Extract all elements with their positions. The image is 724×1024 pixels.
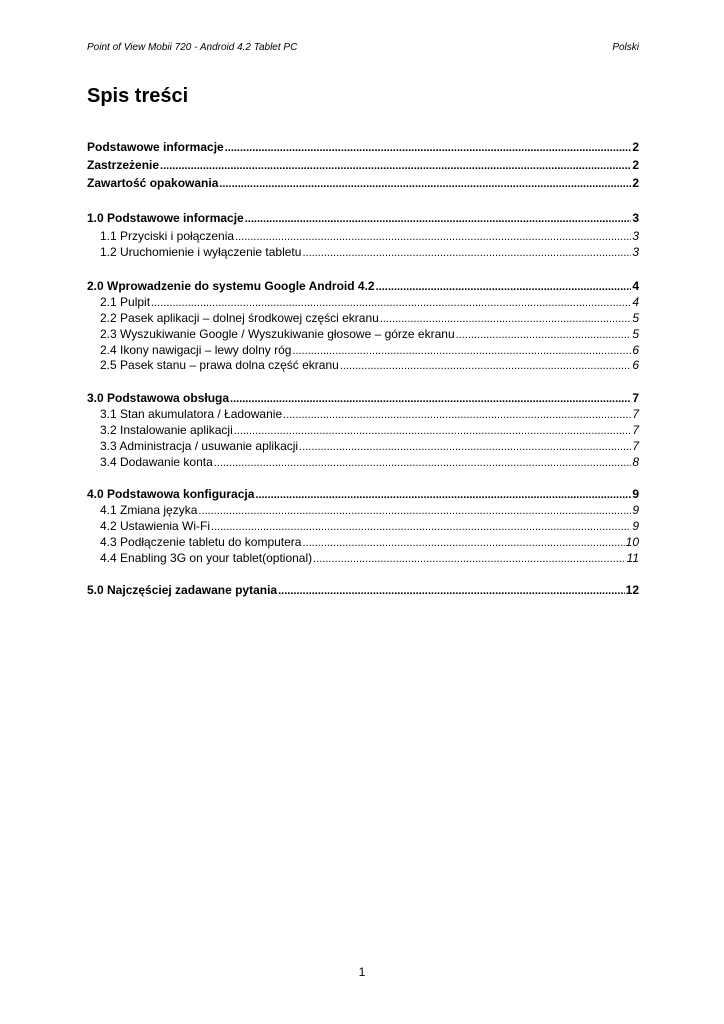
toc-entry-page-number: 2 xyxy=(632,176,639,190)
toc-entry-page-number: 2 xyxy=(632,140,639,154)
toc-subsection-entry[interactable] xyxy=(100,454,639,470)
toc-entry-page-number: 12 xyxy=(625,583,639,597)
toc-subsection-entry[interactable] xyxy=(100,310,639,326)
toc-entry-page-number: 5 xyxy=(632,327,639,341)
toc-entry-page-number: 2 xyxy=(632,158,639,172)
toc-entry-label: Zawartość opakowania xyxy=(87,176,219,190)
toc-entry-label: 2.1 Pulpit xyxy=(100,295,151,309)
toc-dot-leader xyxy=(456,326,632,343)
toc-section-entry[interactable] xyxy=(87,175,639,191)
toc-dot-leader xyxy=(255,486,631,503)
toc-dot-leader xyxy=(278,582,625,599)
toc-entry-label: 2.3 Wyszukiwanie Google / Wyszukiwanie głosowe – górze ekranu xyxy=(100,327,455,341)
page-number: 1 xyxy=(358,965,366,979)
toc-dot-leader xyxy=(299,438,631,455)
toc-dot-leader xyxy=(151,294,631,311)
toc-entry-label: 4.0 Podstawowa konfiguracja xyxy=(87,487,255,501)
toc-entry-label: 4.1 Zmiana języka xyxy=(100,503,198,517)
toc-subsection-entry[interactable] xyxy=(100,294,639,310)
toc-dot-leader xyxy=(219,175,631,192)
toc-dot-leader xyxy=(283,406,631,423)
toc-entry-label: 3.1 Stan akumulatora / Ładowanie xyxy=(100,407,283,421)
toc-entry-label: 3.0 Podstawowa obsługa xyxy=(87,391,230,405)
toc-dot-leader xyxy=(235,228,631,245)
toc-dot-leader xyxy=(225,139,632,156)
toc-subsection-entry[interactable] xyxy=(100,244,639,260)
toc-section-entry[interactable] xyxy=(87,157,639,173)
toc-entry-label: 1.1 Przyciski i połączenia xyxy=(100,229,235,243)
toc-entry-page-number: 11 xyxy=(626,551,639,565)
toc-entry-page-number: 4 xyxy=(632,295,639,309)
toc-subsection-entry[interactable] xyxy=(100,438,639,454)
toc-entry-page-number: 7 xyxy=(632,407,639,421)
toc-entry-page-number: 4 xyxy=(632,279,639,293)
toc-entry-page-number: 7 xyxy=(632,439,639,453)
toc-entry-page-number: 9 xyxy=(632,503,639,517)
toc-entry-page-number: 9 xyxy=(632,487,639,501)
toc-dot-leader xyxy=(198,502,631,519)
toc-entry-page-number: 3 xyxy=(632,245,639,259)
toc-entry-label: Zastrzeżenie xyxy=(87,158,160,172)
toc-subsection-entry[interactable] xyxy=(100,534,639,550)
toc-subsection-entry[interactable] xyxy=(100,326,639,342)
toc-dot-leader xyxy=(380,310,632,327)
toc-dot-leader xyxy=(214,454,632,471)
toc-entry-page-number: 9 xyxy=(632,519,639,533)
toc-entry-page-number: 8 xyxy=(632,455,639,469)
toc-entry-label: 2.0 Wprowadzenie do systemu Google Android 4.2 xyxy=(87,279,375,293)
toc-subsection-entry[interactable] xyxy=(100,550,639,566)
toc-entry-label: 5.0 Najczęściej zadawane pytania xyxy=(87,583,278,597)
toc-entry-label: 3.3 Administracja / usuwanie aplikacji xyxy=(100,439,299,453)
toc-dot-leader xyxy=(340,357,632,374)
toc-section-entry[interactable] xyxy=(87,210,639,226)
header-language: Polski xyxy=(612,42,639,53)
toc-section-entry[interactable] xyxy=(87,486,639,502)
toc-entry-page-number: 3 xyxy=(632,211,639,225)
toc-entry-page-number: 10 xyxy=(625,535,639,549)
toc-dot-leader xyxy=(302,534,624,551)
toc-dot-leader xyxy=(245,210,632,227)
toc-entry-page-number: 6 xyxy=(632,343,639,357)
toc-entry-label: 2.2 Pasek aplikacji – dolnej środkowej części ekranu xyxy=(100,311,379,325)
toc-subsection-entry[interactable] xyxy=(100,228,639,244)
toc-entry-label: 4.2 Ustawienia Wi-Fi xyxy=(100,519,211,533)
toc-dot-leader xyxy=(230,390,631,407)
toc-entry-label: 2.5 Pasek stanu – prawa dolna część ekranu xyxy=(100,358,339,372)
toc-dot-leader xyxy=(211,518,631,535)
toc-dot-leader xyxy=(234,422,632,439)
toc-entry-label: 2.4 Ikony nawigacji – lewy dolny róg xyxy=(100,343,292,357)
toc-entry-label: 1.0 Podstawowe informacje xyxy=(87,211,244,225)
toc-subsection-entry[interactable] xyxy=(100,357,639,373)
toc-dot-leader xyxy=(313,550,625,567)
toc-entry-page-number: 3 xyxy=(632,229,639,243)
page-header xyxy=(87,42,639,56)
toc-entry-label: 1.2 Uruchomienie i wyłączenie tabletu xyxy=(100,245,302,259)
toc-section-entry[interactable] xyxy=(87,278,639,294)
toc-section-entry[interactable] xyxy=(87,582,639,598)
toc-entry-label: 3.2 Instalowanie aplikacji xyxy=(100,423,233,437)
toc-entry-label: 4.3 Podłączenie tabletu do komputera xyxy=(100,535,302,549)
toc-entry-page-number: 6 xyxy=(632,358,639,372)
toc-heading: Spis treści xyxy=(87,85,189,107)
toc-entry-label: 4.4 Enabling 3G on your tablet(optional) xyxy=(100,551,313,565)
toc-entry-page-number: 7 xyxy=(632,391,639,405)
toc-dot-leader xyxy=(376,278,632,295)
toc-subsection-entry[interactable] xyxy=(100,406,639,422)
toc-subsection-entry[interactable] xyxy=(100,518,639,534)
toc-entry-label: 3.4 Dodawanie konta xyxy=(100,455,213,469)
toc-entry-page-number: 5 xyxy=(632,311,639,325)
toc-subsection-entry[interactable] xyxy=(100,502,639,518)
toc-section-entry[interactable] xyxy=(87,139,639,155)
toc-entry-page-number: 7 xyxy=(632,423,639,437)
toc-dot-leader xyxy=(160,157,631,174)
header-document-title: Point of View Mobii 720 - Android 4.2 Tablet PC xyxy=(87,42,298,53)
toc-subsection-entry[interactable] xyxy=(100,342,639,358)
toc-section-entry[interactable] xyxy=(87,390,639,406)
toc-subsection-entry[interactable] xyxy=(100,422,639,438)
toc-entry-label: Podstawowe informacje xyxy=(87,140,224,154)
toc-dot-leader xyxy=(302,244,631,261)
